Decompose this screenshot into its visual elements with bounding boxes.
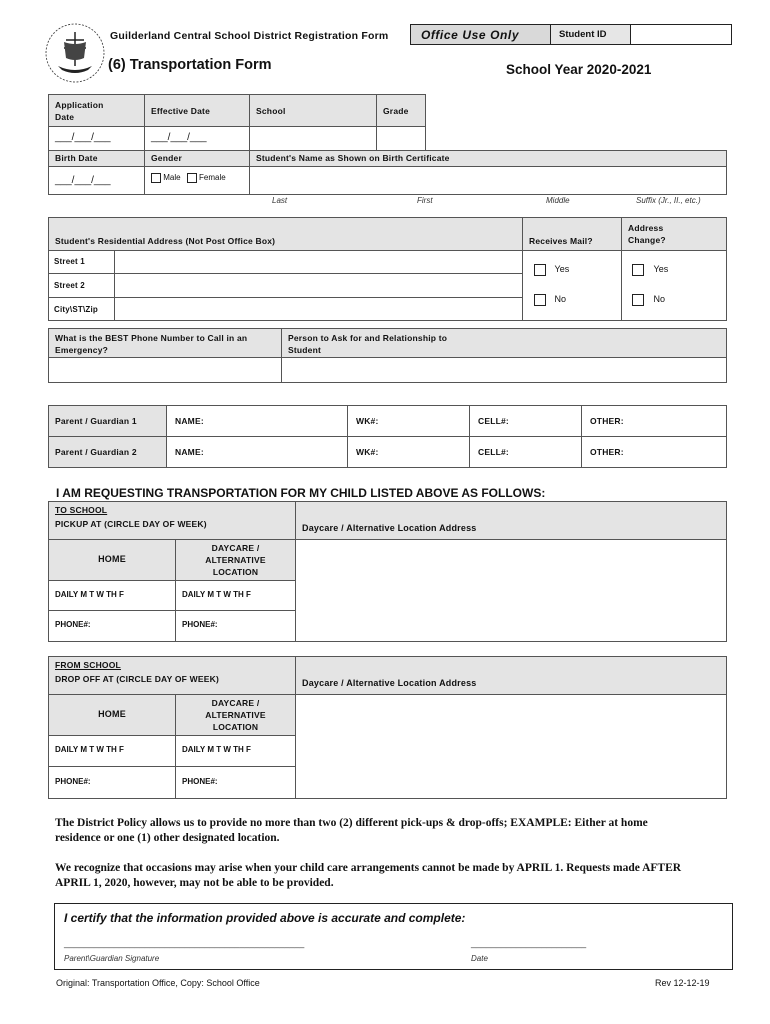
school-header: School [249, 94, 377, 127]
from-school-daycare-address-header: Daycare / Alternative Location Address [295, 656, 727, 695]
emergency-person-header: Person to Ask for and Relationship to Student [281, 328, 727, 358]
city-label-cell: City\ST\Zip [48, 297, 115, 321]
guardian2-other-field[interactable]: OTHER: [581, 436, 727, 468]
certification-box [54, 903, 733, 970]
application-date-header: Application Date [48, 94, 145, 127]
address-change-options [621, 250, 727, 321]
receives-mail-options [522, 250, 622, 321]
district-title: Guilderland Central School District Registration Form [110, 30, 389, 42]
address-change-yes-checkbox[interactable] [632, 264, 644, 276]
first-name-label: First [417, 196, 433, 205]
receives-mail-yes-label: Yes [554, 264, 570, 274]
to-school-home-header: HOME [48, 539, 176, 581]
signature-label: Parent\Guardian Signature [64, 954, 160, 963]
to-school-daycare-days[interactable]: DAILY M T W TH F [175, 580, 296, 611]
from-school-daycare-days[interactable]: DAILY M T W TH F [175, 735, 296, 767]
effective-date-header: Effective Date [144, 94, 250, 127]
birth-date-header: Birth Date [48, 150, 145, 167]
last-name-label: Last [272, 196, 288, 205]
to-school-daycare-address-field[interactable] [295, 539, 727, 642]
street2-label-cell: Street 2 [48, 273, 115, 298]
to-school-home-phone[interactable]: PHONE#: [48, 610, 176, 642]
address-change-header: Address Change? [621, 217, 727, 251]
guardian1-wk-field[interactable]: WK#: [347, 405, 470, 437]
from-school-daycare-phone[interactable]: PHONE#: [175, 766, 296, 799]
from-school-home-days[interactable]: DAILY M T W TH F [48, 735, 176, 767]
guardian1-label-cell: Parent / Guardian 1 [48, 405, 167, 437]
male-label: Male [163, 173, 181, 183]
street1-field[interactable] [114, 250, 523, 274]
receives-mail-yes-checkbox[interactable] [534, 264, 546, 276]
student-name-header: Student's Name as Shown on Birth Certificate [249, 150, 727, 167]
school-year: School Year 2020-2021 [506, 62, 652, 77]
guardian1-cell-field[interactable]: CELL#: [469, 405, 582, 437]
school-field[interactable] [249, 126, 377, 151]
middle-name-label: Middle [546, 196, 570, 205]
to-school-daycare-phone[interactable]: PHONE#: [175, 610, 296, 642]
effective-date-field[interactable]: ___/___/___ [144, 126, 250, 151]
receives-mail-no-checkbox[interactable] [534, 294, 546, 306]
guardian1-name-field[interactable]: NAME: [166, 405, 348, 437]
gender-header: Gender [144, 150, 250, 167]
from-school-home-header: HOME [48, 694, 176, 736]
male-checkbox[interactable] [151, 173, 161, 183]
city-field[interactable] [114, 297, 523, 321]
guardian2-wk-field[interactable]: WK#: [347, 436, 470, 468]
to-school-home-days[interactable]: DAILY M T W TH F [48, 580, 176, 611]
footer-original: Original: Transportation Office, Copy: School Office [56, 978, 260, 988]
application-date-field[interactable]: ___/___/___ [48, 126, 145, 151]
address-change-no-checkbox[interactable] [632, 294, 644, 306]
date-label: Date [471, 954, 488, 963]
footer-rev: Rev 12-12-19 [655, 978, 710, 988]
street2-field[interactable] [114, 273, 523, 298]
guardian2-name-field[interactable]: NAME: [166, 436, 348, 468]
grade-header: Grade [376, 94, 426, 127]
address-change-yes-label: Yes [653, 264, 669, 274]
office-use-label: Office Use Only [411, 25, 551, 44]
signature-line[interactable]: ________________________________________________ [64, 938, 305, 948]
female-label: Female [199, 173, 226, 183]
street1-label-cell: Street 1 [48, 250, 115, 274]
policy-paragraph-2: We recognize that occasions may arise when your child care arrangements cannot be made by APRIL 1. Requests made AFTER APRIL 1, 2020, however, may not be able to be provided. [55, 862, 682, 889]
address-change-no-label: No [653, 294, 666, 304]
to-school-daycare-header: DAYCARE / ALTERNATIVE LOCATION [175, 539, 296, 581]
district-seal-logo [44, 22, 106, 84]
from-school-header: FROM SCHOOL DROP OFF AT (CIRCLE DAY OF WEEK) [48, 656, 296, 695]
emergency-phone-header: What is the BEST Phone Number to Call in an Emergency? [48, 328, 282, 358]
grade-field[interactable] [376, 126, 426, 151]
request-heading: I AM REQUESTING TRANSPORTATION FOR MY CHILD LISTED ABOVE AS FOLLOWS: [56, 486, 546, 500]
from-school-daycare-address-field[interactable] [295, 694, 727, 799]
form-title: (6) Transportation Form [108, 57, 272, 73]
student-id-field[interactable] [631, 25, 731, 44]
guardian2-cell-field[interactable]: CELL#: [469, 436, 582, 468]
from-school-daycare-header: DAYCARE / ALTERNATIVE LOCATION [175, 694, 296, 736]
emergency-person-field[interactable] [281, 357, 727, 383]
guardian1-other-field[interactable]: OTHER: [581, 405, 727, 437]
to-school-header: TO SCHOOL PICKUP AT (CIRCLE DAY OF WEEK) [48, 501, 296, 540]
policy-paragraph-1: The District Policy allows us to provide no more than two (2) different pick-ups & drop-offs; EXAMPLE: Either at home residence or one (1) other designated location. [55, 817, 648, 844]
emergency-phone-field[interactable] [48, 357, 282, 383]
receives-mail-header: Receives Mail? [522, 217, 622, 251]
gender-field [144, 166, 250, 195]
to-school-daycare-address-header: Daycare / Alternative Location Address [295, 501, 727, 540]
birth-date-field[interactable]: ___/___/___ [48, 166, 145, 195]
receives-mail-no-label: No [554, 294, 567, 304]
female-checkbox[interactable] [187, 173, 197, 183]
certify-statement: I certify that the information provided above is accurate and complete: [64, 911, 466, 925]
student-id-label: Student ID [551, 25, 631, 44]
office-use-box [410, 24, 732, 45]
student-name-field[interactable] [249, 166, 727, 195]
from-school-home-phone[interactable]: PHONE#: [48, 766, 176, 799]
guardian2-label-cell: Parent / Guardian 2 [48, 436, 167, 468]
date-line[interactable]: _______________________ [471, 938, 587, 948]
suffix-label: Suffix (Jr., II., etc.) [636, 196, 701, 205]
address-header: Student's Residential Address (Not Post Office Box) [48, 217, 523, 251]
